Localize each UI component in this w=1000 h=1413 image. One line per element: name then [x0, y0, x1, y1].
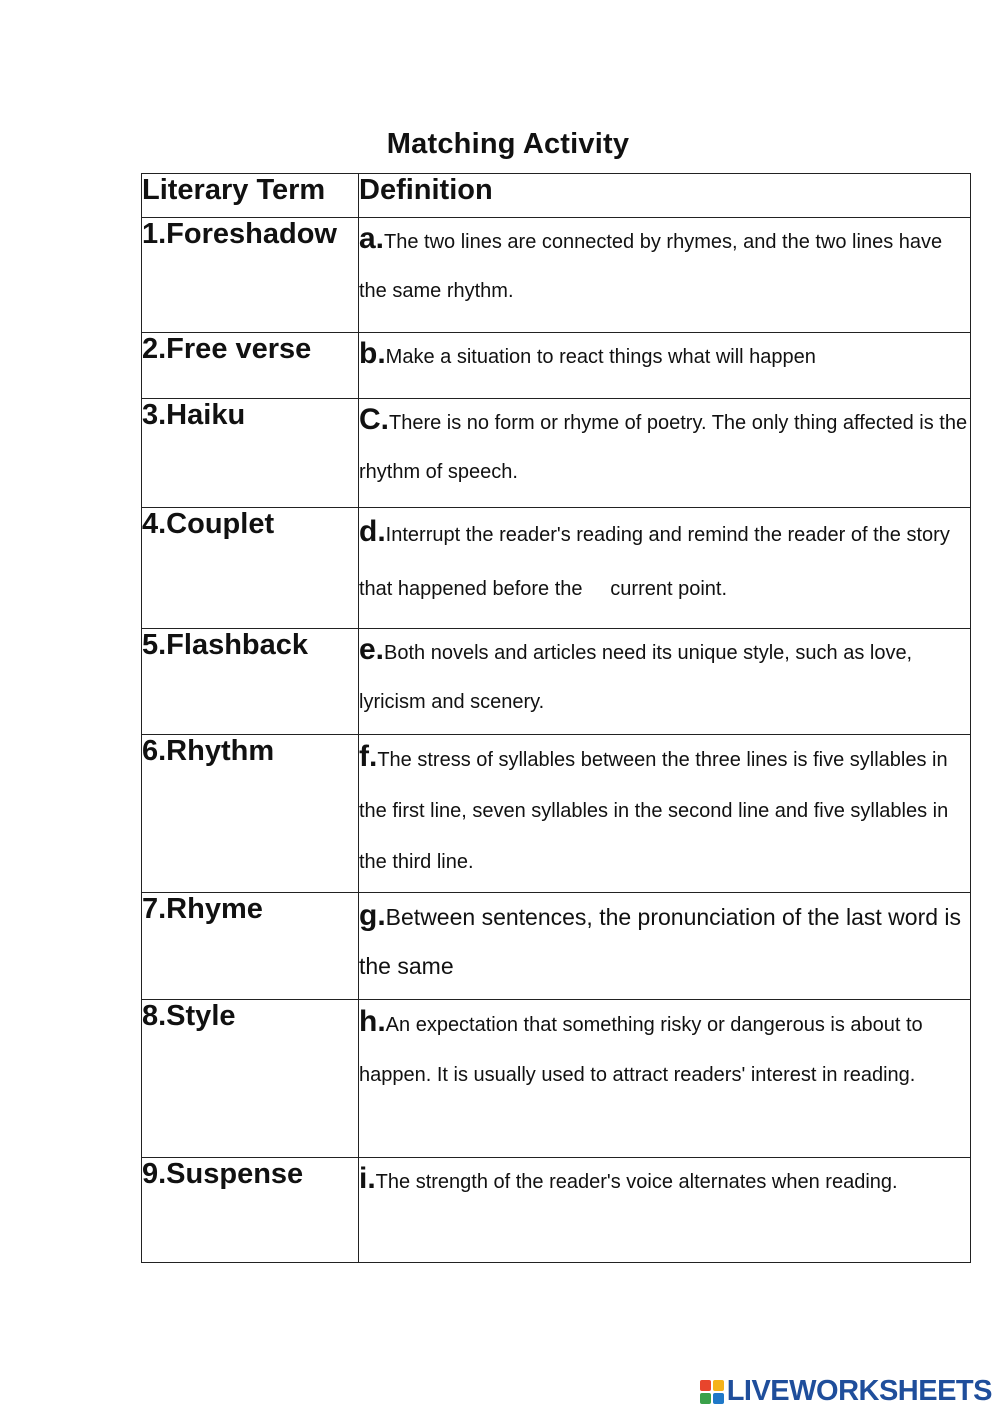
definition-cell — [359, 629, 971, 735]
definition-text: Interrupt the reader's reading and remind the reader of the story that happened before the current point. — [359, 524, 956, 600]
definition-text: Both novels and articles need its unique style, such as love, lyricism and scenery. — [359, 642, 913, 713]
table-row — [142, 333, 971, 399]
logo-square-icon — [700, 1380, 711, 1391]
header-definition: Definition — [359, 174, 971, 218]
definition-letter: e. — [359, 633, 385, 666]
definition-cell — [359, 893, 971, 1000]
table-row — [142, 1000, 971, 1158]
table-header-row — [142, 174, 971, 218]
definition-letter: b. — [359, 337, 386, 370]
definition-letter: d. — [359, 515, 386, 548]
term-cell: 2.Free verse — [142, 333, 359, 399]
table-row — [142, 218, 971, 333]
logo-text: LIVEWORKSHEETS — [726, 1375, 992, 1407]
table-row — [142, 399, 971, 508]
table-row — [142, 629, 971, 735]
definition-cell — [359, 399, 971, 508]
definition-text: Between sentences, the pronunciation of the last word is the same — [359, 904, 962, 979]
table-row — [142, 893, 971, 1000]
definition-text: The strength of the reader's voice alternates when reading. — [375, 1171, 898, 1193]
term-cell: 8.Style — [142, 1000, 359, 1158]
table-row — [142, 508, 971, 629]
logo-square-icon — [713, 1393, 724, 1404]
definition-text: Make a situation to react things what will happen — [385, 346, 816, 368]
definition-cell — [359, 1000, 971, 1158]
page-title: Matching Activity — [386, 128, 630, 160]
term-cell: 3.Haiku — [142, 399, 359, 508]
term-cell: 5.Flashback — [142, 629, 359, 735]
definition-letter: a. — [359, 222, 385, 255]
definition-letter: g. — [359, 899, 386, 932]
logo-mark-icon — [700, 1380, 724, 1404]
definition-cell — [359, 218, 971, 333]
definition-letter: h. — [359, 1005, 386, 1038]
term-cell: 6.Rhythm — [142, 735, 359, 893]
definition-text: An expectation that something risky or dangerous is about to happen. It is usually used to attract readers' interest in reading. — [359, 1014, 923, 1086]
liveworksheets-logo[interactable] — [700, 1375, 992, 1408]
definition-letter: i. — [359, 1162, 376, 1195]
definition-cell — [359, 1158, 971, 1263]
definition-cell — [359, 508, 971, 629]
table-row — [142, 735, 971, 893]
table-row — [142, 1158, 971, 1263]
definition-text: The two lines are connected by rhymes, and the two lines have the same rhythm. — [359, 231, 943, 302]
definition-letter: C. — [359, 403, 389, 436]
definition-text: The stress of syllables between the three lines is five syllables in the first line, seven syllables in the second line and five syllables in the third line. — [359, 749, 949, 873]
term-cell: 9.Suspense — [142, 1158, 359, 1263]
definition-letter: f. — [359, 740, 378, 773]
term-cell: 7.Rhyme — [142, 893, 359, 1000]
matching-table — [141, 173, 971, 1263]
header-literary-term: Literary Term — [142, 174, 359, 218]
logo-square-icon — [713, 1380, 724, 1391]
definition-cell — [359, 333, 971, 399]
term-cell: 1.Foreshadow — [142, 218, 359, 333]
definition-cell — [359, 735, 971, 893]
definition-text: There is no form or rhyme of poetry. The only thing affected is the rhythm of speech. — [359, 412, 968, 483]
logo-square-icon — [700, 1393, 711, 1404]
term-cell: 4.Couplet — [142, 508, 359, 629]
